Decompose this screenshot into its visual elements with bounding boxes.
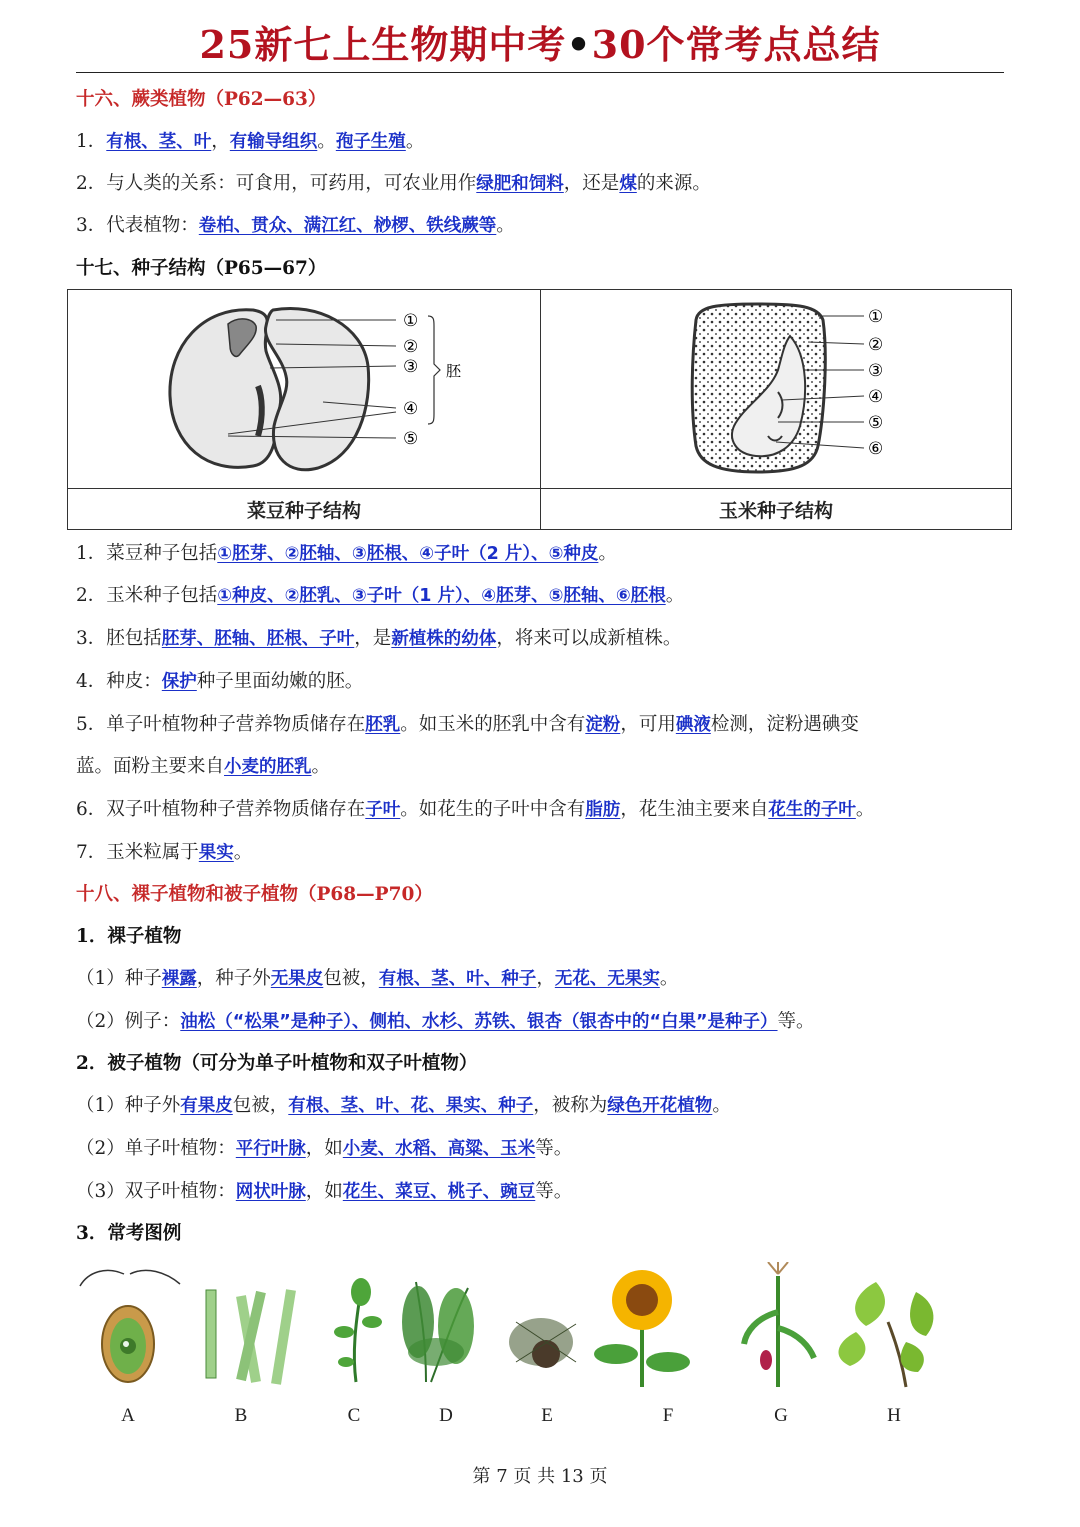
title-part2: 30个常考点总结 — [591, 22, 881, 67]
sec17-item-5-cont: 蓝。面粉主要来自小麦的胚乳。 — [76, 756, 331, 777]
seed-structure-table — [67, 289, 1012, 530]
sec17-item-7: 7．玉米粒属于果实。 — [76, 842, 253, 863]
sec17-item-4: 4．种皮：保护种子里面幼嫩的胚。 — [76, 671, 364, 692]
section-17-heading: 十七、种子结构（P65—67） — [76, 258, 327, 279]
corn-label-4: ④ — [868, 387, 884, 407]
sec17-item-1: 1．菜豆种子包括①胚芽、②胚轴、③胚根、④子叶（2 片）、⑤种皮。 — [76, 543, 617, 564]
section-18-heading: 十八、裸子植物和被子植物（P68—P70） — [76, 884, 433, 905]
plant-letter-h: H — [887, 1405, 901, 1426]
corn-label-2: ② — [868, 335, 884, 355]
bean-label-2: ② — [403, 337, 419, 357]
corn-seed-caption: 玉米种子结构 — [718, 500, 833, 522]
gymnosperm-heading: 1．裸子植物 — [76, 926, 182, 947]
angiosperm-item-3: （3）双子叶植物：网状叶脉，如花生、菜豆、桃子、豌豆等。 — [76, 1181, 573, 1202]
corn-seed-diagram — [678, 296, 928, 482]
corn-label-5: ⑤ — [868, 413, 884, 433]
title-rule — [76, 72, 1004, 73]
bean-label-3: ③ — [403, 357, 419, 377]
corn-label-1: ① — [868, 307, 884, 327]
bean-seed-caption: 菜豆种子结构 — [246, 500, 361, 522]
sec16-item-2: 2．与人类的关系：可食用，可药用，可农业用作绿肥和饲料，还是煤的来源。 — [76, 173, 711, 194]
sec17-item-2: 2．玉米种子包括①种皮、②胚乳、③子叶（1 片）、④胚芽、⑤胚轴、⑥胚根。 — [76, 585, 685, 606]
angiosperm-heading: 2．被子植物（可分为单子叶植物和双子叶植物） — [76, 1053, 478, 1074]
bean-label-1: ① — [403, 311, 419, 331]
sec17-item-5: 5．单子叶植物种子营养物质储存在胚乳。如玉米的胚乳中含有淀粉，可用碘液检测，淀粉遇碘变 — [76, 714, 859, 735]
plant-letter-f: F — [662, 1405, 674, 1426]
figure-examples-heading: 3．常考图例 — [76, 1223, 182, 1244]
page-title — [0, 14, 1080, 69]
plant-e-pine-illustration — [509, 1318, 576, 1368]
plant-a-chlamydomonas-illustration — [80, 1270, 180, 1382]
sec16-item-1: 1．有根、茎、叶，有输导组织。孢子生殖。 — [76, 131, 425, 152]
plant-g-corn-illustration — [744, 1262, 814, 1387]
sec17-item-3: 3．胚包括胚芽、胚轴、胚根、子叶，是新植株的幼体，将来可以成新植株。 — [76, 628, 682, 649]
angiosperm-item-2: （2）单子叶植物：平行叶脉，如小麦、水稻、高粱、玉米等。 — [76, 1138, 573, 1159]
bean-label-4: ④ — [403, 399, 419, 419]
plant-letter-a: A — [121, 1405, 135, 1426]
plant-c-moss-illustration — [334, 1278, 382, 1382]
plant-d-fern-illustration — [402, 1282, 474, 1382]
gymnosperm-item-1: （1）种子裸露，种子外无果皮包被，有根、茎、叶、种子，无花、无果实。 — [76, 968, 679, 989]
plant-letter-g: G — [774, 1405, 788, 1426]
corn-label-3: ③ — [868, 361, 884, 381]
title-bullet: • — [566, 22, 592, 67]
plant-letter-b: B — [234, 1405, 248, 1426]
plant-h-ginkgo-illustration — [839, 1282, 934, 1387]
plant-illustrations — [76, 1262, 956, 1392]
angiosperm-item-1: （1）种子外有果皮包被，有根、茎、叶、花、果实、种子，被称为绿色开花植物。 — [76, 1095, 731, 1116]
sec17-item-6: 6．双子叶植物种子营养物质储存在子叶。如花生的子叶中含有脂肪，花生油主要来自花生的子叶。 — [76, 799, 875, 820]
gymnosperm-item-2: （2）例子：油松（“松果”是种子）、侧柏、水杉、苏铁、银杏（银杏中的“白果”是种子）等。 — [76, 1011, 815, 1032]
page-footer: 第 7 页 共 13 页 — [472, 1466, 608, 1487]
corn-label-6: ⑥ — [868, 439, 884, 459]
bean-seed-diagram — [158, 296, 488, 482]
plant-letter-e: E — [541, 1405, 553, 1426]
plant-b-spirogyra-illustration — [206, 1290, 291, 1384]
title-part1: 25新七上生物期中考 — [199, 22, 567, 67]
plant-f-sunflower-illustration — [594, 1270, 690, 1387]
section-16-heading: 十六、蕨类植物（P62—63） — [76, 89, 327, 110]
bean-label-5: ⑤ — [403, 429, 419, 449]
bean-embryo-label: 胚 — [446, 362, 462, 380]
plant-letter-d: D — [439, 1405, 453, 1426]
plant-letter-c: C — [347, 1405, 361, 1426]
sec16-item-3: 3．代表植物：卷柏、贯众、满江红、桫椤、铁线蕨等。 — [76, 215, 515, 236]
